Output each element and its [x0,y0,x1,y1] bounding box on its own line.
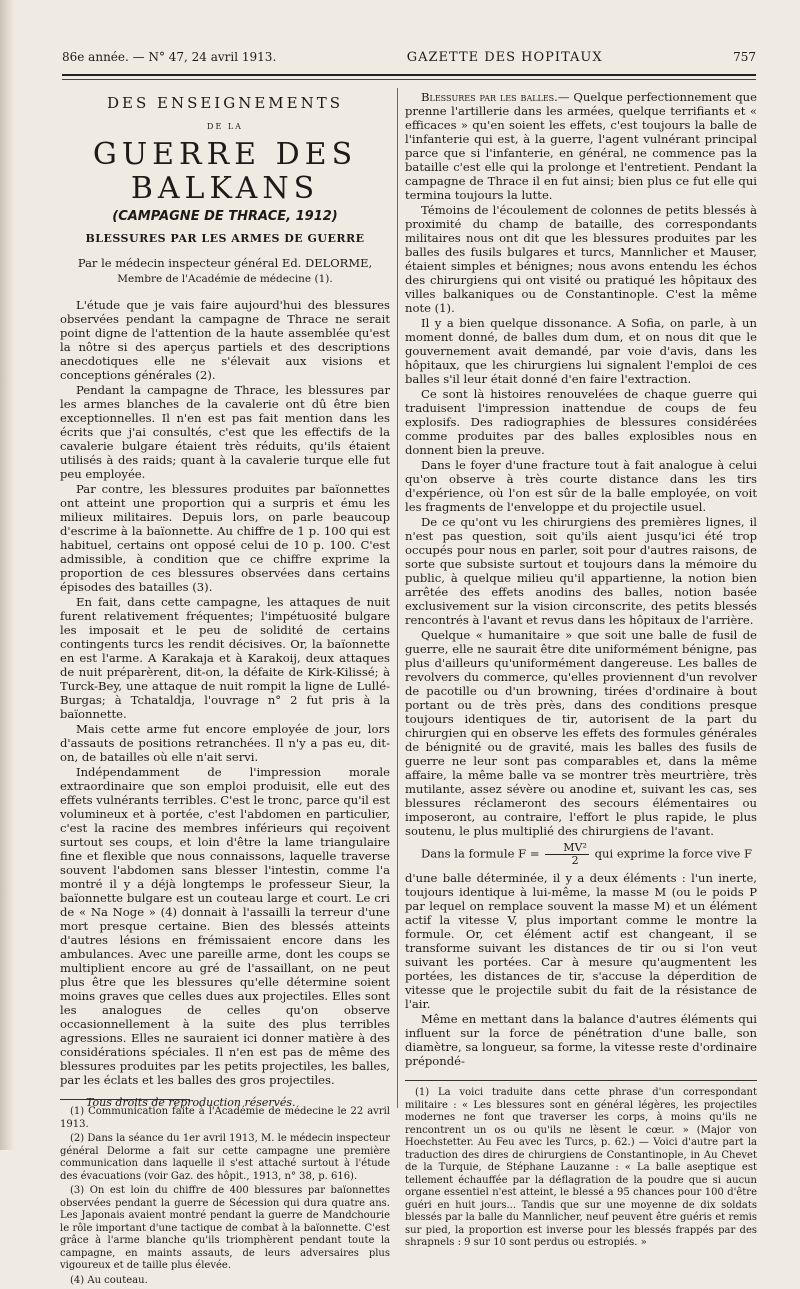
page-number: 757 [733,50,756,64]
paragraph: Même en mettant dans la balance d'autres éléments qui influent sur la force de pénétration d'une balle, son diamètre, sa longueur, sa forme, la vitesse reste d'ordinaire prépondé- [405,1012,757,1068]
right-column [405,90,757,1252]
page-header [62,50,756,72]
left-column [60,90,390,1289]
header-rule-thin [62,79,756,80]
formula-fraction [545,842,589,867]
paragraph-text: — Quelque perfectionnement que prenne l'artillerie dans les armées, quelque terrifiants et « efficaces » qu'en soient les effets, c'est toujours la balle de l'infanterie qui est, à la guerre, l'agent vulnérant principal parce que si l'infanterie, en général, ne commence pas la bataille c'est elle qui la prolonge et l'entretient. Pendant la campagne de Thrace il en fut ainsi; bien plus ce fut elle qui termina toujours la lutte. [405,90,757,202]
paragraph: Pendant la campagne de Thrace, les blessures par les armes blanches de la cavalerie ont dû être bien exceptionnelles. Il n'en est pas fait mention dans les écrits que j'ai consultés, c'est que les effectifs de la cavalerie bulgare étaient très réduits, qu'ils étaient utilisés à des raids; quant à la cavalerie turque elle fut peu employée. [60,383,390,481]
formula-line [405,842,757,867]
article-subtitle: (CAMPAGNE DE THRACE, 1912) [112,209,338,224]
journal-title: GAZETTE DES HOPITAUX [406,50,603,65]
footnote: (1) Communication faite à l'Académie de médecine le 22 avril 1913. [60,1106,390,1130]
paragraph: d'une balle déterminée, il y a deux éléments : l'un inerte, toujours identique à lui-même, la masse M (ou le poids P par lequel on remplace souvent la masse M) et un élément actif la vitesse V, plus important comme le montre la formule. Or, cet élément actif est changeant, il se transforme suivant les distances de tir ou si l'on veut suivant les portées. Car à mesure qu'augmentent les portées, les distances de tir, s'accuse la déperdition de vitesse que le projectile subit du fait de la résistance de l'air. [405,871,757,1011]
paragraph: Quelque « humanitaire » que soit une balle de fusil de guerre, elle ne saurait être dite uniformément bénigne, pas plus d'ailleurs qu'uniformément dangereuse. Les balles de revolvers du commerce, qu'elles proviennent d'un revolver de pacotille ou d'un browning, tirées d'ordinaire à bout portant ou de très près, dans des conditions presque toujours identiques de tir, autorisent de la part du chirurgien qui en observe les effets des formules générales de bénignité ou de gravité, mais les balles des fusils de guerre ne leur sont pas comparables et, dans la même affaire, la même balle va se montrer très meurtrière, très mutilante, assez sévère ou anodine et, suivant les cas, ses blessures réclameront des secours élémentaires ou imposeront, au contraire, l'effort le plus rapide, le plus soutenu, le plus multiplié des chirurgiens de l'avant. [405,628,757,838]
formula-suffix: qui exprime la force vive F [594,846,753,861]
rights-notice: Tous droits de reproduction réservés. [86,1096,296,1109]
issue-info: 86e année. — N° 47, 24 avril 1913. [62,50,277,64]
column-divider [397,88,398,1108]
paragraph-lead [405,90,757,202]
formula-numerator: MV² [545,842,589,855]
article-title-line1: DES ENSEIGNEMENTS [106,94,344,112]
formula-denominator: 2 [571,854,579,867]
paragraph: Il y a bien quelque dissonance. A Sofia, on parle, à un moment donné, de balles dum dum, et on nous dit que le gouvernement avait demandé, par voie d'avis, dans les hôpitaux, que les chirurgiens lui signalent l'emploi de ces balles s'il leur était donné d'en faire l'extraction. [405,316,757,386]
footnote: (2) Dans la séance du 1er avril 1913, M. le médecin inspecteur général Delorme a fait sur cette campagne une première communication dans laquelle il s'est attaché surtout à l'étude des évacuations (voir Gaz. des hôpit., 1913, n° 38, p. 616). [60,1133,390,1182]
paragraph: Mais cette arme fut encore employée de jour, lors d'assauts de positions retranchées. Il n'y a pas eu, dit-on, de batailles où elle n'ait servi. [60,722,390,764]
footnote-rule [405,1080,757,1081]
paragraph: En fait, dans cette campagne, les attaques de nuit furent relativement fréquentes; l'impétuosité bulgare les imposait et le peu de solidité de certains contingents turcs les rendit décisives. Or, la baïonnette en est l'arme. A Karakaja et à Karakoij, deux attaques de nuit préparèrent, dit-on, la défaite de Kirk-Kilissé; à Turck-Bey, une attaque de nuit rompit la ligne de Lullé-Burgas; à Tchataldja, l'ouvrage n° 2 fut pris à la baïonnette. [60,595,390,721]
paragraph: Indépendamment de l'impression morale extraordinaire que son emploi produisit, elle eut des effets vulnérants terribles. C'est le tronc, parce qu'il est volumineux et à portée, c'est l'abdomen en particulier, c'est la racine des membres inférieurs qui reçoivent surtout ses coups, et loin d'être la lame triangulaire fine et flexible que nous connaissons, laquelle traverse souvent l'abdomen sans blesser l'intestin, comme l'a montré il y a déjà longtemps le professeur Sieur, la baïonnette bulgare est un couteau large et court. Le cri de « Na Noge » (4) donnait à l'assailli la terreur d'une mort presque certaine. Bien des blessés atteints d'autres lésions en frémissaient encore dans les ambulances. Avec une pareille arme, dont les coups se multiplient encore au gré de l'assaillant, on ne peut plus être que les blessures qu'elle détermine soient moins graves que celles dues aux projectiles. Elles sont les analogues de celles qu'on observe occasionnellement à la suite des plus terribles agressions. Elles ne sauraient ici donner matière à des considérations spéciales. Il n'en est pas de même des blessures produites par les petits projectiles, les balles, par les éclats et les balles des gros projectiles. [60,765,390,1087]
section-lead-label: Blessures par les balles. [421,90,558,104]
footnote: (4) Au couteau. [70,1274,148,1286]
author-membership: Membre de l'Académie de médecine (1). [117,273,333,285]
paragraph: Ce sont là histoires renouvelées de chaque guerre qui traduisent l'impression inattendue de coups de feu explosifs. Des radiographies de blessures considérées comme produites par des balles explosibles nous en donnent bien la preuve. [405,387,757,457]
paragraph: De ce qu'ont vu les chirurgiens des premières lignes, il n'est pas question, soit qu'ils aient jusqu'ici été trop occupés pour nous en parler, soit pour d'autres raisons, de sorte que subsiste surtout et toujours dans la mémoire du public, à quelque milieu qu'il appartienne, la notion bien arrêtée des effets anodins des balles, notion basée exclusivement sur la vision circonscrite, des petits blessés rencontrés à l'avant et revus dans les hôpitaux de l'arrière. [405,515,757,627]
section-heading: BLESSURES PAR LES ARMES DE GUERRE [85,232,365,245]
paragraph: Par contre, les blessures produites par baïonnettes ont atteint une proportion qui a surpris et ému les milieux militaires. Depuis lors, on parle beaucoup d'escrime à la baïonnette. Au chiffre de 1 p. 100 qui est habituel, certains ont opposé celui de 10 p. 100. C'est admissible, à condition que ce chiffre exprime la proportion de ces blessures observées dans certains épisodes des batailles (3). [60,482,390,594]
article-title-line2: DE LA [207,122,243,131]
paragraph: L'étude que je vais faire aujourd'hui des blessures observées pendant la campagne de Thrace ne serait point digne de l'attention de la haute assemblée qu'est la nôtre si des aperçus partiels et des descriptions anecdotiques elle ne s'élevait aux visions et conceptions générales (2). [60,298,390,382]
paragraph: Dans le foyer d'une fracture tout à fait analogue à celui qu'on observe à très courte distance dans les tirs d'expérience, où l'on est sûr de la balle employée, on voit les fragments de l'enveloppe et du projectile usuel. [405,458,757,514]
footnote: (3) On est loin du chiffre de 400 blessures par baïonnettes observées pendant la guerre de Sécession qui dura quatre ans. Les Japonais avaient montré pendant la guerre de Mandchourie le rôle important d'une tactique de combat à la baïonnette. C'est grâce à l'arme blanche qu'ils triomphèrent pendant toute la campagne, en maints assauts, de leurs adversaires plus vigoureux et de taille plus élevée. [60,1185,390,1271]
article-title-main: GUERRE DES BALKANS [92,137,358,206]
author-byline: Par le médecin inspecteur général Ed. DELORME, [77,256,373,270]
paragraph: Témoins de l'écoulement de colonnes de petits blessés à proximité du champ de bataille, des correspondants militaires nous ont dit que les blessures produites par les balles des fusils bulgares et turcs, Mannlicher et Mauser, étaient simples et bénignes; nous avons entendu les échos des chirurgiens qui ont visité ou pratiqué les hôpitaux des villes balkaniques ou de Constantinople. C'est la même note (1). [405,203,757,315]
formula-prefix: Dans la formule F = [421,846,540,861]
footnote: (1) La voici traduite dans cette phrase d'un correspondant militaire : « Les blessures sont en général légères, les projectiles modernes ne font que traverser les corps, à moins qu'ils ne rencontrent un os ou qu'ils ne lèsent le cœur. » (Major von Hoechstetter. Au Feu avec les Turcs, p. 62.) — Voici d'autre part la traduction des dires de chirurgiens de Constantinople, in Au Chevet de la Turquie, de Stéphane Lauzanne : « La balle aseptique est tellement échauffée par la déflagration de la poudre que si aucun organe essentiel n'est atteint, le blessé a 95 chances pour 100 d'être guéri en huit jours... Tandis que sur une moyenne de dix soldats blessés par la balle du Mannlicher, neuf peuvent être guéris et remis sur pied, la proportion est inverse pour les blessés frappés par des shrapnels : 9 sur 10 sont perdus ou estropiés. » [405,1087,757,1248]
header-rule [62,74,756,76]
page-edge-shadow [0,0,14,1150]
